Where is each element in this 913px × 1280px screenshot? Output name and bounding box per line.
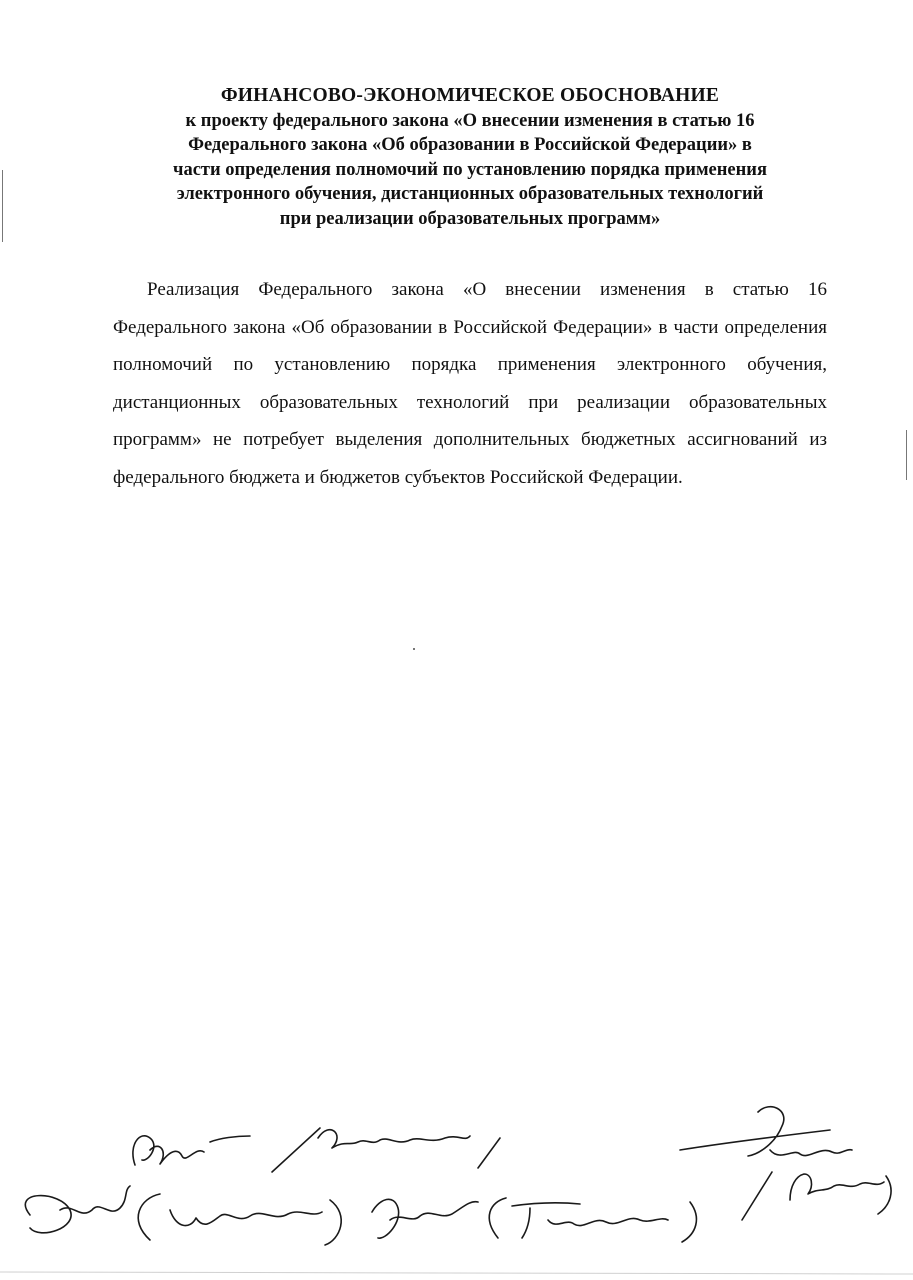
signature-gumerova (372, 1198, 696, 1242)
body-paragraph: Реализация Федерального закона «О внесении изменения в статью 16 Федерального закона «Об образовании в Российской Федерации» в части определения полномочий по установлению порядка применения электронного обучения, дистанционных образовательных технологий при реализации образовательных программ» не потребует выделения дополнительных бюджетных ассигнований из федерального бюджета и бюджетов субъектов Российской Федерации. (113, 279, 827, 488)
header-line-5: при реализации образовательных программ» (279, 208, 661, 229)
scan-artifact-right (906, 430, 907, 480)
document-header (80, 84, 860, 231)
signature-karelin (680, 1107, 891, 1220)
document-title: ФИНАНСОВО-ЭКОНОМИЧЕСКОЕ ОБОСНОВАНИЕ (220, 85, 720, 106)
signature-umakhanov (25, 1186, 341, 1245)
signatures-block (0, 1090, 913, 1280)
header-line-1: к проекту федерального закона «О внесении изменения в статью 16 (185, 110, 755, 131)
header-line-3: части определения полномочий по установлению порядка применения (173, 159, 767, 180)
header-line-2: Федерального закона «Об образовании в Российской Федерации» в (188, 135, 752, 155)
scan-artifact-dot (413, 648, 415, 650)
handwritten-signatures (0, 1090, 913, 1280)
signature-vokhienko (133, 1128, 500, 1172)
scan-artifact-left (2, 170, 3, 242)
header-line-4: электронного обучения, дистанционных образовательных технологий (176, 184, 764, 204)
